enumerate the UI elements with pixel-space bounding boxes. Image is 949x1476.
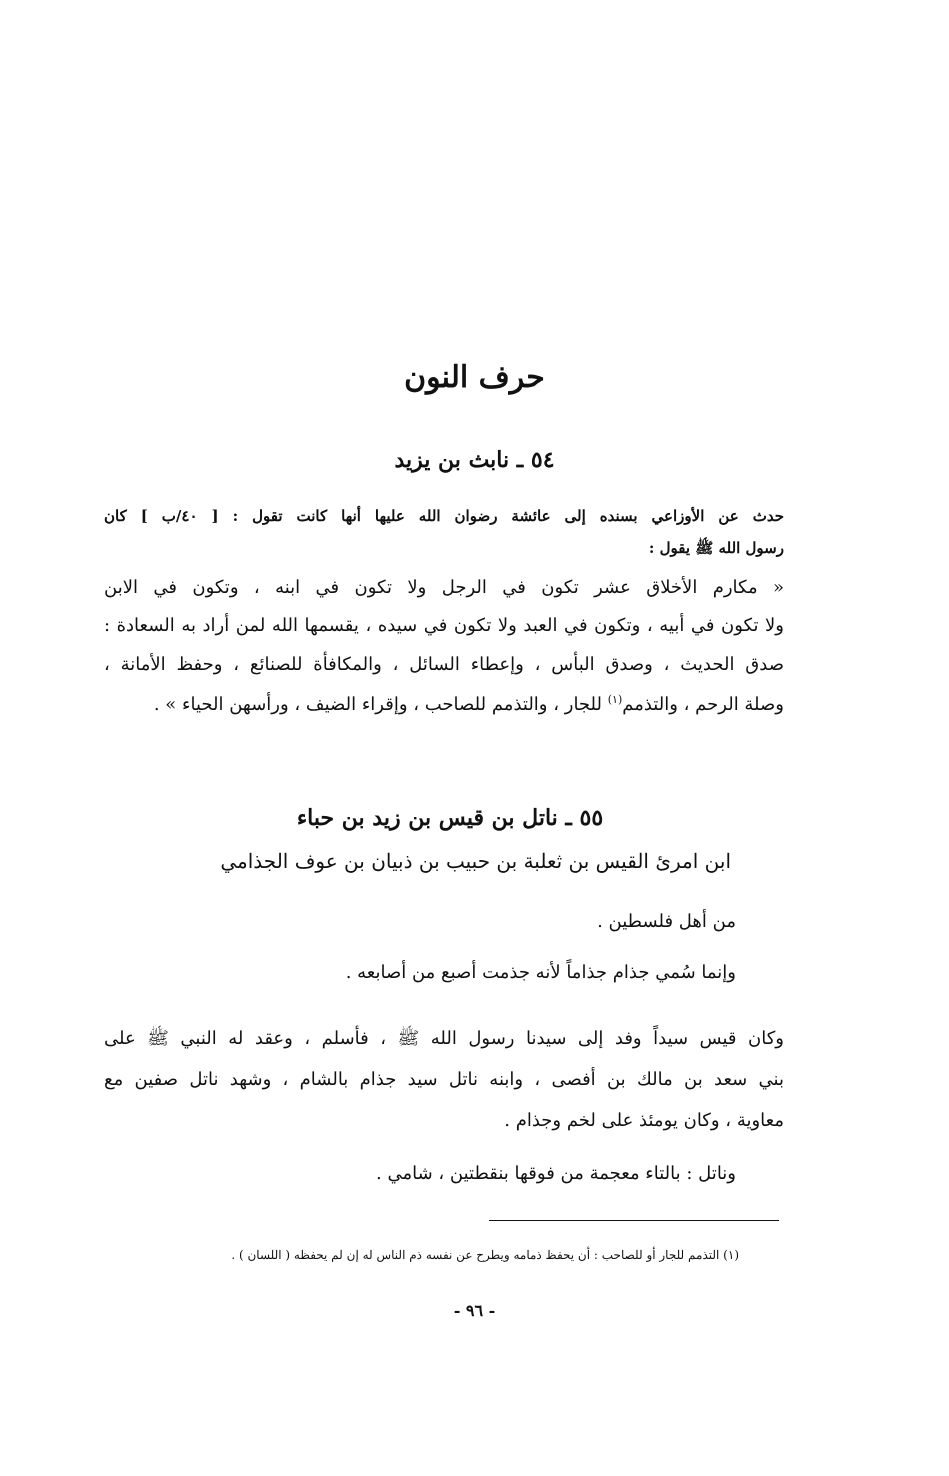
entry-54-intro-line-2: رسول الله ﷺ يقول : — [648, 539, 784, 557]
entry-55-story-line-2: بني سعد بن مالك بن أفصى ، وابنه ناتل سيد جذام بالشام ، وشهد ناتل صفين مع — [104, 1069, 784, 1090]
quote-line-4-end: للجار ، والتذمم للصاحب ، وإقراء الضيف ، ورأسهن الحياء » . — [153, 694, 608, 715]
entry-54-heading: ٥٤ ـ نابث بن يزيد — [394, 447, 555, 473]
footnote-separator — [489, 1220, 779, 1221]
entry-55-heading: ٥٥ ـ ناتل بن قيس بن زيد بن حباء — [296, 805, 604, 831]
footnote-1: (١) التذمم للجار أو للصاحب : أن يحفظ ذمامه ويطرح عن نفسه ذم الناس له إن لم يحفظه ( اللسان ) . — [231, 1248, 739, 1262]
entry-55-lineage: ابن امرئ القيس بن ثعلبة بن حبيب بن ذبيان بن عوف الجذامي — [220, 849, 731, 873]
entry-54-quote-line-2: ولا تكون في أبيه ، وتكون في العبد ولا تكون في سيده ، يقسمها الله لمن أراد به السعادة : — [104, 615, 784, 636]
entry-55-origin: من أهل فلسطين . — [597, 911, 736, 932]
quote-line-4-start: وصلة الرحم ، والتذمم — [622, 694, 784, 715]
page-number: - ٩٦ - — [453, 1301, 496, 1320]
entry-54-quote-line-3: صدق الحديث ، وصدق البأس ، وإعطاء السائل ، والمكافأة للصنائع ، وحفظ الأمانة ، — [104, 654, 784, 675]
entry-55-story-line-1: وكان قيس سيداً وفد إلى سيدنا رسول الله ﷺ ، فأسلم ، وعقد له النبي ﷺ على — [104, 1028, 784, 1049]
entry-54-intro-line-1: حدث عن الأوزاعي بسنده إلى عائشة رضوان الله عليها أنها كانت تقول : [ ٤٠/ب ] كان — [104, 507, 784, 525]
entry-55-story-line-3: معاوية ، وكان يومئذ على لخم وجذام . — [504, 1110, 784, 1131]
chapter-title: حرف النون — [404, 360, 545, 395]
entry-54-quote-line-4 — [104, 688, 784, 721]
entry-55-spelling-note: وناتل : بالتاء معجمة من فوقها بنقطتين ، شامي . — [376, 1163, 736, 1184]
entry-54-quote-line-1: « مكارم الأخلاق عشر تكون في الرجل ولا تكون في ابنه ، وتكون في الابن — [104, 577, 784, 598]
footnote-marker: (١) — [607, 693, 623, 706]
entry-55-naming: وإنما سُمي جذام جذاماً لأنه جذمت أصبع من أصابعه . — [345, 962, 736, 983]
